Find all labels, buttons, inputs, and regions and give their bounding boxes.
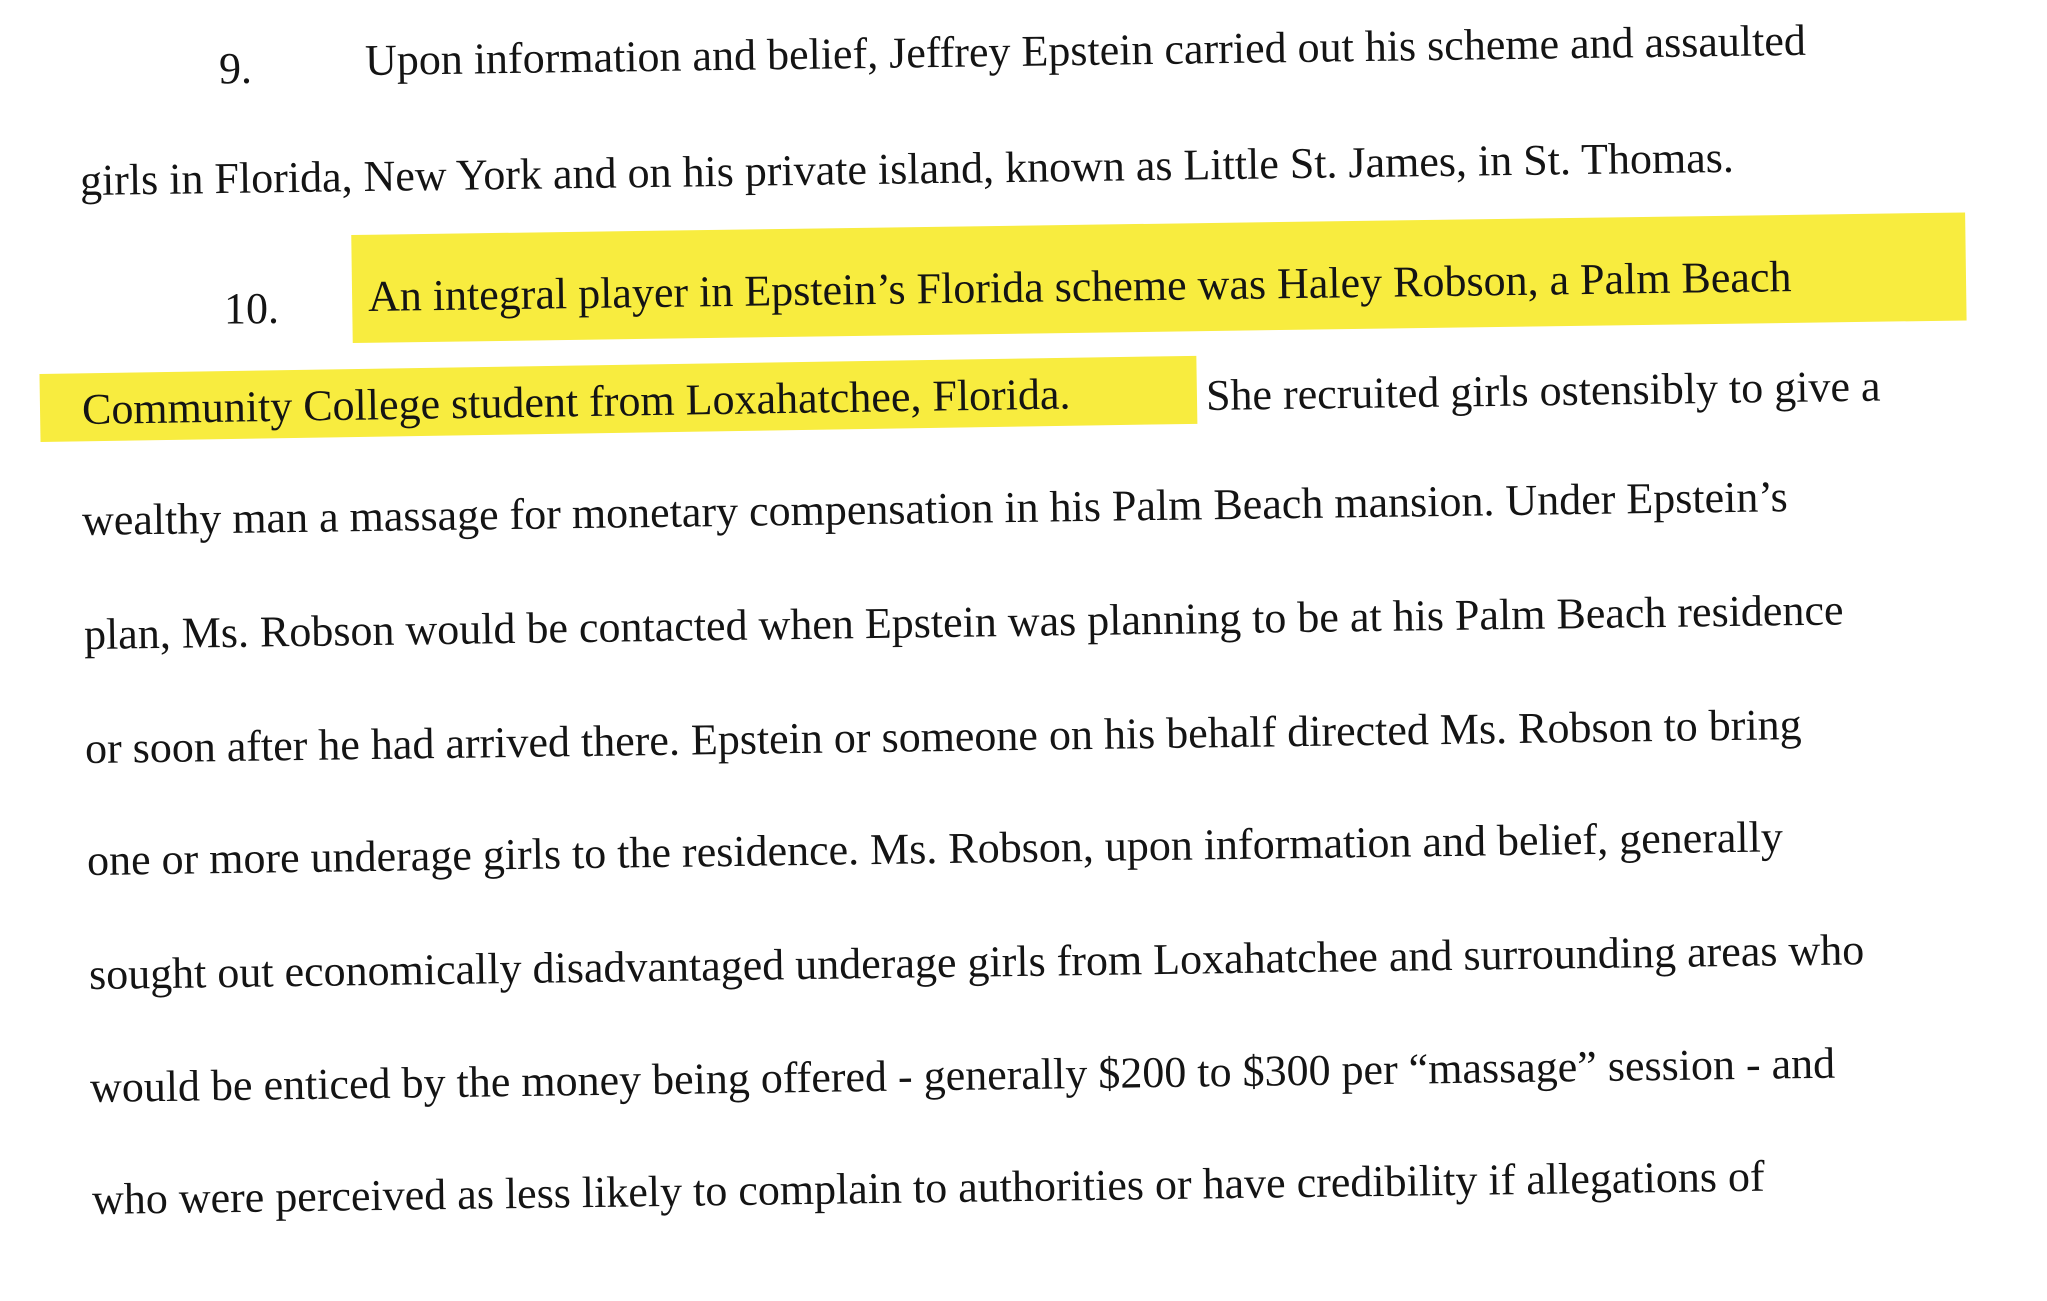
text-line: would be enticed by the money being offered - generally $200 to $300 per “massage” session - and xyxy=(89,1038,1836,1112)
text-line: Upon information and belief, Jeffrey Epstein carried out his scheme and assaulted xyxy=(364,15,1807,85)
paragraph-9-line-2 xyxy=(0,132,2047,216)
paragraph-10-line-9 xyxy=(0,1151,2047,1235)
paragraph-10-line-8 xyxy=(0,1038,2047,1123)
paragraph-10-line-3 xyxy=(0,472,2047,556)
paragraph-10-line-7 xyxy=(0,925,2047,1010)
text-line: She recruited girls ostensibly to give a xyxy=(1205,361,1881,420)
paragraph-number: 9. xyxy=(219,44,252,93)
paragraph-10-line-6 xyxy=(0,812,2047,896)
text-line: who were perceived as less likely to complain to authorities or have credibility if allegations of xyxy=(91,1151,1765,1224)
text-line: plan, Ms. Robson would be contacted when Epstein was planning to be at his Palm Beach residence xyxy=(83,585,1844,659)
paragraph-10-line-1 xyxy=(0,252,2047,333)
paragraph-9-line-1 xyxy=(0,15,2047,96)
text-line: one or more underage girls to the residence. Ms. Robson, upon information and belief, generally xyxy=(86,812,1784,885)
paragraph-10-line-4 xyxy=(0,585,2047,670)
paragraph-10-line-5 xyxy=(0,700,2047,784)
text-line: or soon after he had arrived there. Epstein or someone on his behalf directed Ms. Robson to bring xyxy=(84,700,1802,773)
text-line: sought out economically disadvantaged underage girls from Loxahatchee and surrounding areas who xyxy=(88,925,1865,999)
paragraph-10-line-2 xyxy=(0,361,2047,445)
highlighted-text: Community College student from Loxahatchee, Florida. xyxy=(81,369,1071,434)
highlight-stray-mark xyxy=(1196,234,1210,238)
paragraph-number: 10. xyxy=(224,284,279,333)
text-line: wealthy man a massage for monetary compensation in his Palm Beach mansion. Under Epstein’s xyxy=(81,472,1788,545)
text-line: girls in Florida, New York and on his private island, known as Little St. James, in St. Thomas. xyxy=(79,132,1735,205)
highlighted-text: An integral player in Epstein’s Florida scheme was Haley Robson, a Palm Beach xyxy=(367,252,1792,321)
